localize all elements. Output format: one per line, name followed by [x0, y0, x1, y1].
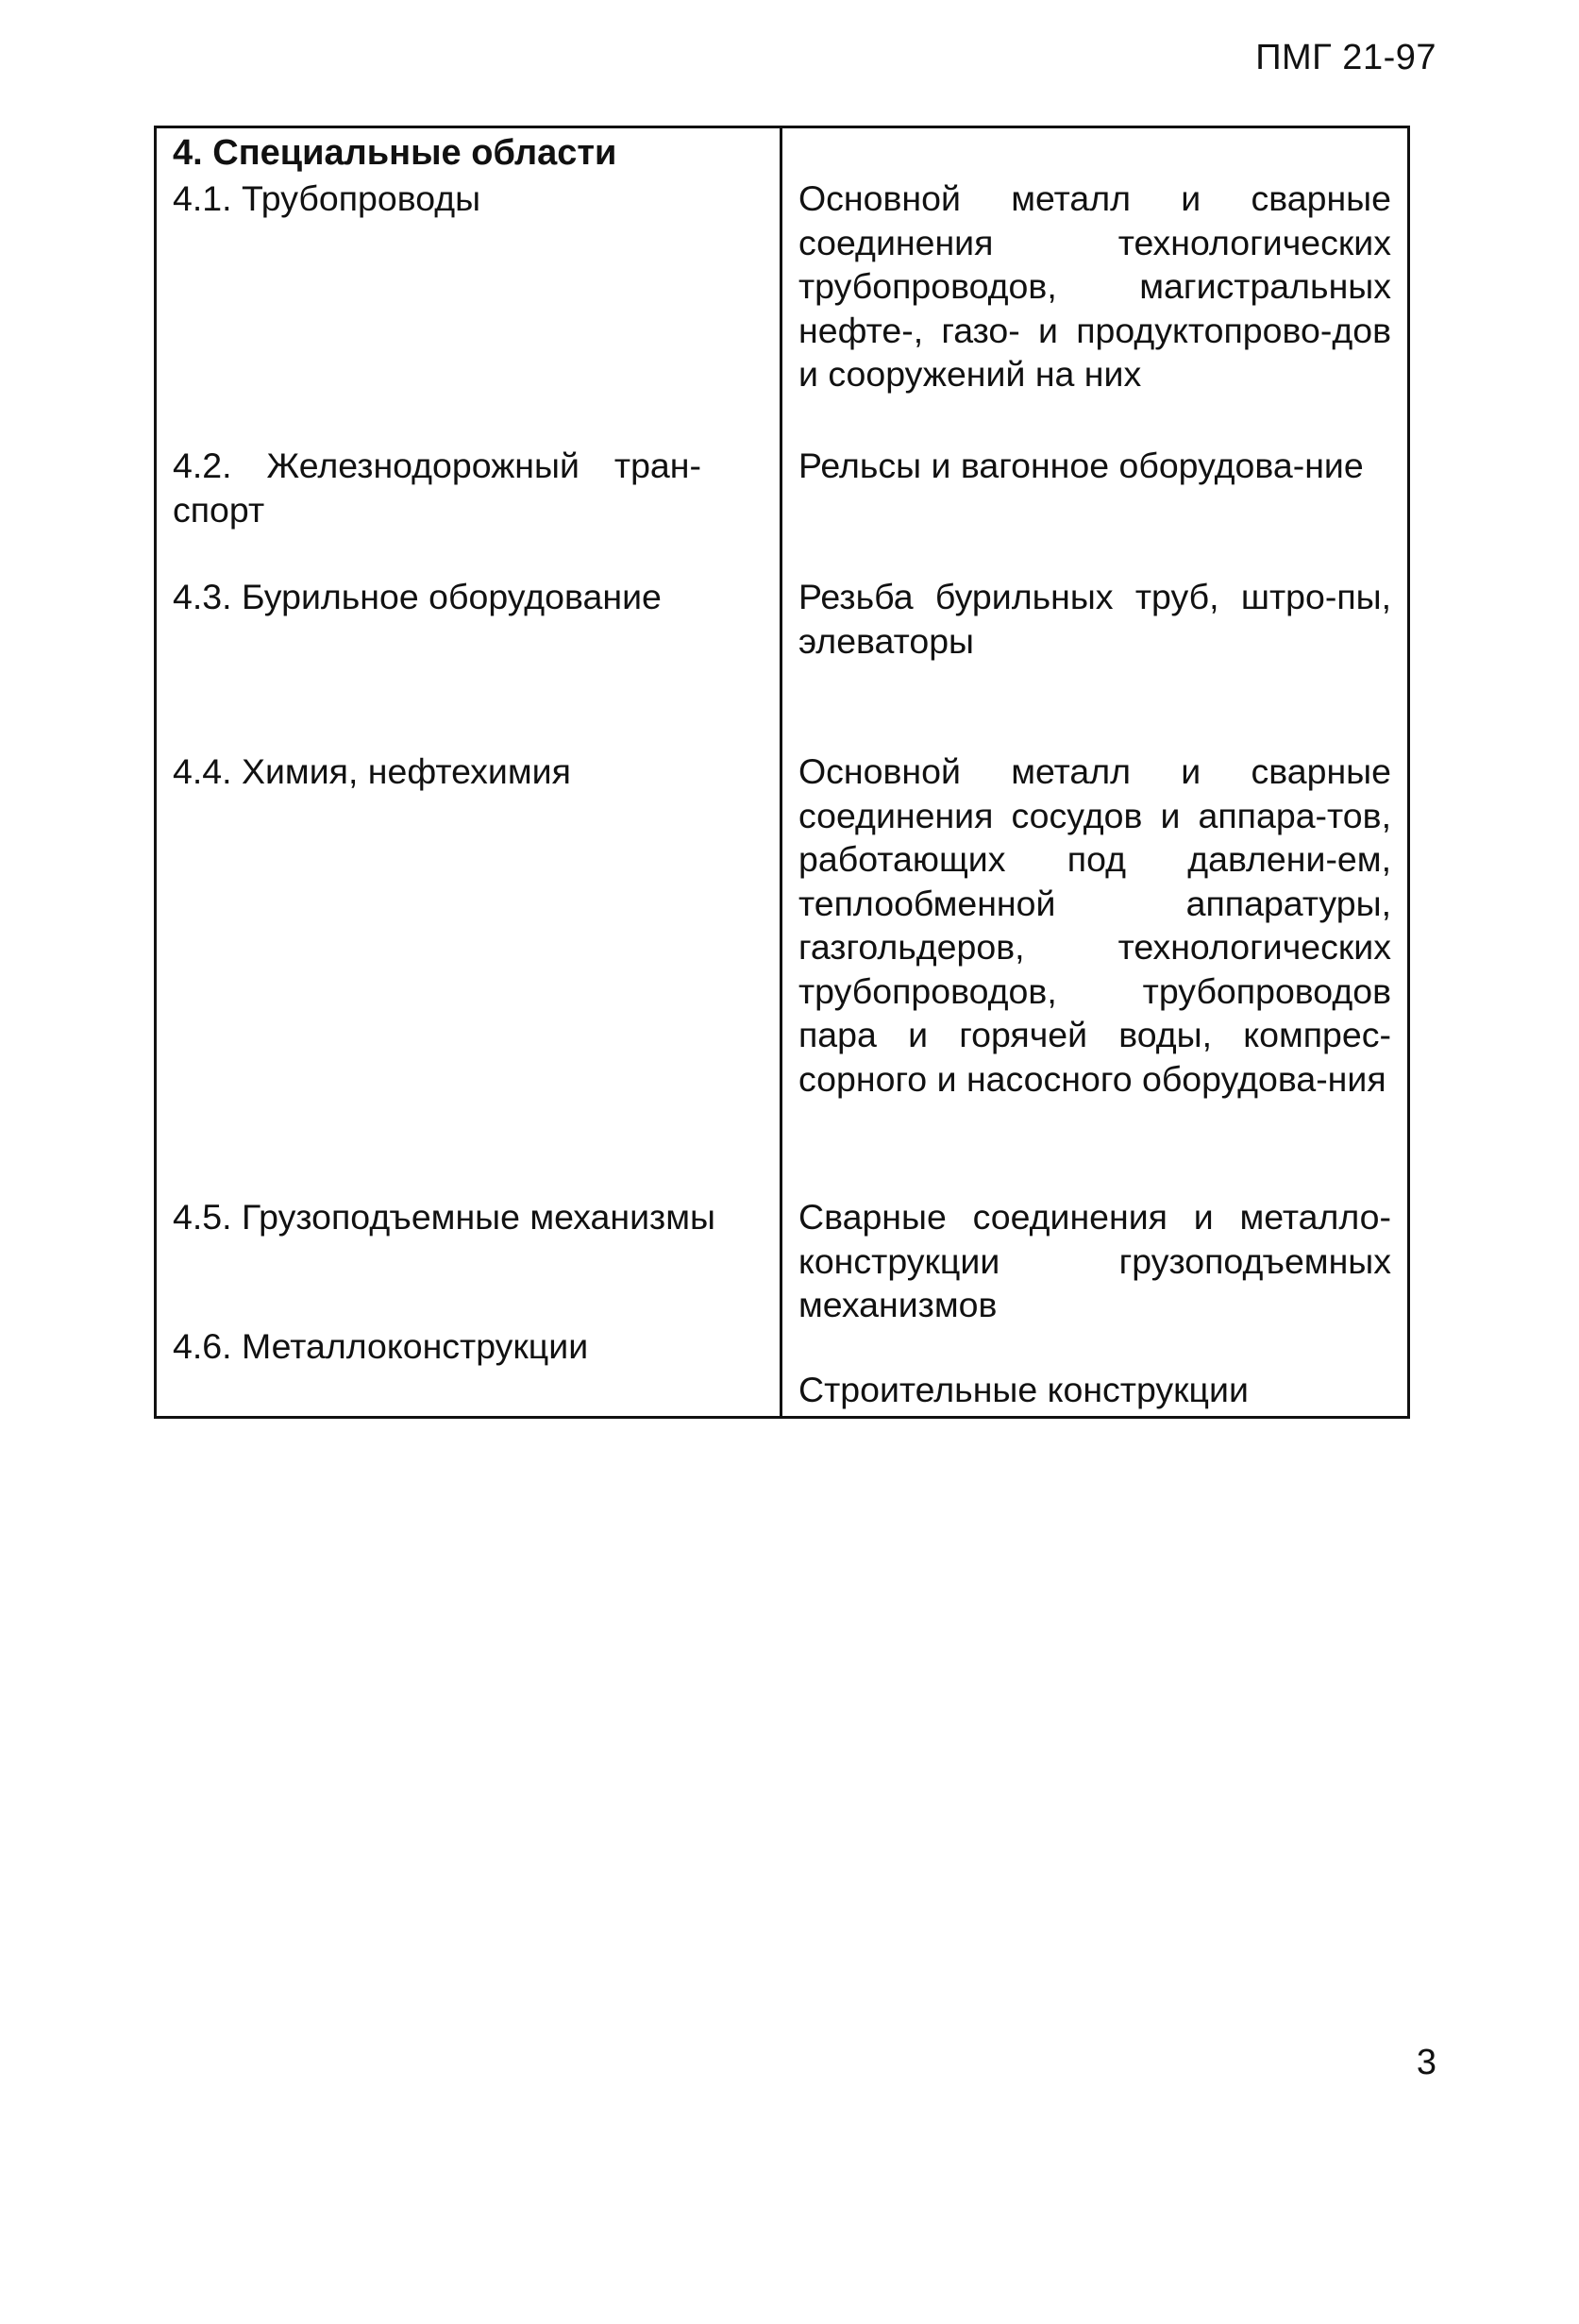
objects-cell-4-2: Рельсы и вагонное оборудова-ние — [798, 446, 1364, 485]
column-divider — [780, 128, 782, 1416]
objects-cell-4-1: Основной металл и сварные соединения технологических трубопроводов, магистральных нефте-, газо- и продуктопрово-дов и сооружений на них — [798, 178, 1391, 394]
objects-cell-4-6: Строительные конструкции — [798, 1370, 1249, 1409]
section-title: 4. Специальные области — [173, 133, 617, 173]
area-cell-4-1: 4.1. Трубопроводы — [173, 178, 481, 218]
area-cell-4-4: 4.4. Химия, нефтехимия — [173, 751, 571, 791]
objects-cell-4-3: Резьба бурильных труб, штро-пы, элеваторы — [798, 577, 1391, 661]
area-cell-4-2: 4.2. Железнодорожный тран-спорт — [173, 446, 701, 530]
document-code: ПМГ 21-97 — [1255, 38, 1436, 77]
objects-cell-4-4: Основной металл и сварные соединения сосудов и аппара-тов, работающих под давлени-ем, теплообменной аппаратуры, газгольдеров, технологических трубопроводов, трубопроводов пара и горячей воды, компрес-сорного и насосного оборудова-ния — [798, 751, 1391, 1099]
area-cell-4-6: 4.6. Металлоконструкции — [173, 1326, 589, 1366]
objects-cell-4-5: Сварные соединения и металло-конструкции грузоподъемных механизмов — [798, 1197, 1391, 1324]
page-number: 3 — [1416, 2043, 1436, 2082]
specialized-areas-table — [154, 126, 1410, 1419]
area-cell-4-3: 4.3. Бурильное оборудование — [173, 577, 662, 616]
area-cell-4-5: 4.5. Грузоподъемные механизмы — [173, 1197, 715, 1237]
